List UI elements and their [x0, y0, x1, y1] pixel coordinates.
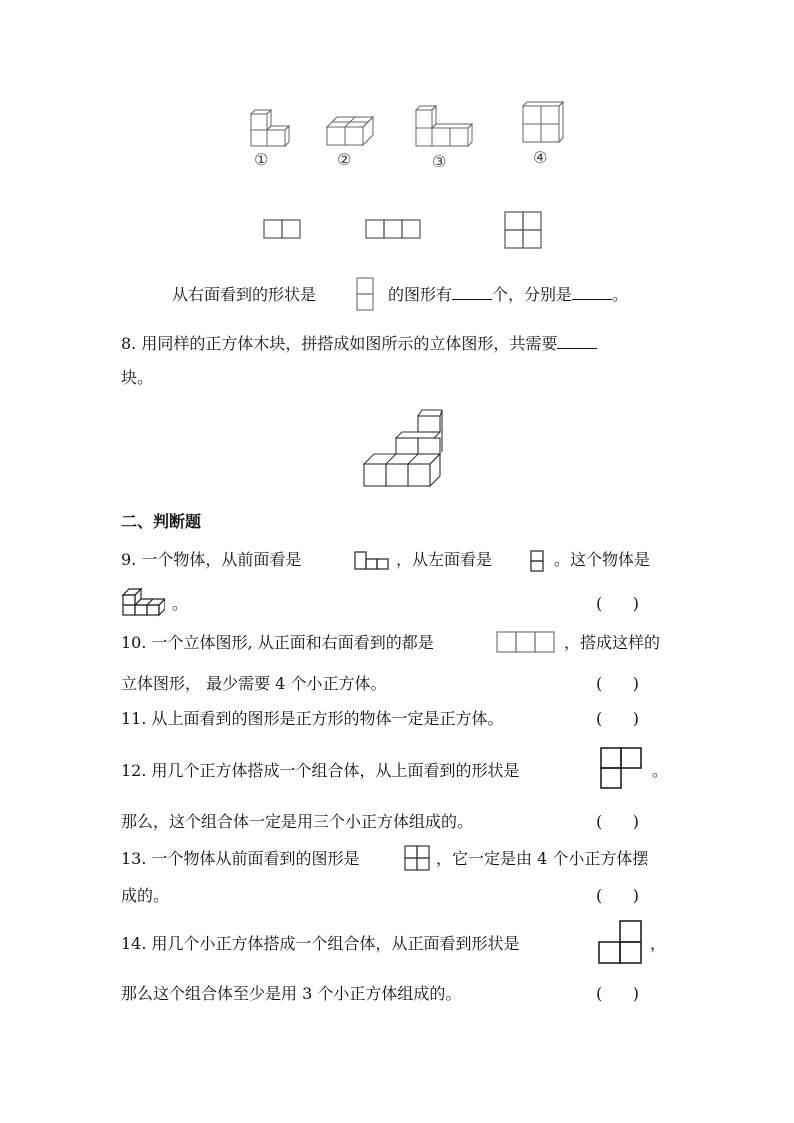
q9-object-icon: [121, 587, 165, 617]
q14-line-1b: ，: [650, 934, 667, 953]
q14-front-view-icon: [597, 920, 643, 966]
q9-part-3: 。这个物体是: [554, 550, 651, 569]
cube-figure-2: [325, 115, 377, 149]
q9-answer-paren[interactable]: ( ): [596, 594, 639, 613]
q9-part-2: ，从左面看是: [396, 550, 493, 569]
q14-line-1a: 14. 用几个小正方体搭成一个组合体，从正面看到形状是: [121, 934, 520, 953]
figure-label-4: ④: [533, 148, 548, 167]
q10-line-1a: 10. 一个立体图形, 从正面和右面看到的都是: [121, 633, 434, 652]
right-view-shape-icon: [355, 276, 375, 312]
q7-answer-blank-count[interactable]: [452, 285, 492, 300]
q13-front-view-icon: [404, 845, 430, 871]
q7-answer-blank-figures[interactable]: [572, 285, 612, 300]
q9-front-view-icon: [354, 551, 390, 571]
q8-answer-blank[interactable]: [557, 334, 597, 349]
q12-line-1b: 。: [652, 761, 669, 780]
view-shape-two-squares: [263, 219, 301, 239]
q10-line-1b: ，搭成这样的: [564, 633, 661, 652]
q7-question-start: 从右面看到的形状是: [172, 285, 317, 304]
q13-line-1a: 13. 一个物体从前面看到的图形是: [121, 849, 360, 868]
q10-view-shape-icon: [496, 631, 556, 653]
view-shape-four-squares: [504, 211, 542, 249]
q9-part-1: 9. 一个物体，从前面看是: [121, 550, 302, 569]
q12-top-view-icon: [600, 747, 642, 789]
q13-line-2: 成的。: [121, 886, 170, 905]
q12-line-1a: 12. 用几个正方体搭成一个组合体，从上面看到的形状是: [121, 761, 520, 780]
q12-line-2: 那么，这个组合体一定是用三个小正方体组成的。: [121, 812, 474, 831]
cube-figure-1: [249, 108, 295, 150]
q8-line-2: 块。: [121, 368, 154, 387]
q14-answer-paren[interactable]: ( ): [596, 984, 639, 1003]
cube-figure-4: [521, 100, 567, 146]
q10-answer-paren[interactable]: ( ): [596, 674, 639, 693]
q7-question-rest: 的图形有 个，分别是 。: [388, 285, 629, 304]
q10-line-2: 立体图形， 最少需要 4 个小正方体。: [121, 674, 387, 693]
q9-part-4: 。: [172, 594, 189, 613]
q13-line-1b: ，它一定是由 4 个小正方体摆: [436, 849, 649, 868]
q11-text: 11. 从上面看到的图形是正方形的物体一定是正方体。: [121, 709, 504, 728]
q11-answer-paren[interactable]: ( ): [596, 709, 639, 728]
q13-answer-paren[interactable]: ( ): [596, 886, 639, 905]
staircase-cube-figure: [362, 408, 444, 488]
figure-label-3: ③: [432, 152, 447, 171]
figure-label-1: ①: [254, 150, 269, 169]
section-title-judgement: 二、判断题: [121, 512, 202, 531]
q14-line-2: 那么这个组合体至少是用 3 个小正方体组成的。: [121, 984, 462, 1003]
figure-label-2: ②: [337, 150, 352, 169]
q9-left-view-icon: [530, 550, 544, 572]
q12-answer-paren[interactable]: ( ): [596, 812, 639, 831]
q8-line-1: 8. 用同样的正方体木块，拼搭成如图所示的立体图形，共需要: [121, 334, 597, 354]
view-shape-three-squares: [365, 219, 421, 239]
cube-figure-3: [414, 104, 476, 150]
